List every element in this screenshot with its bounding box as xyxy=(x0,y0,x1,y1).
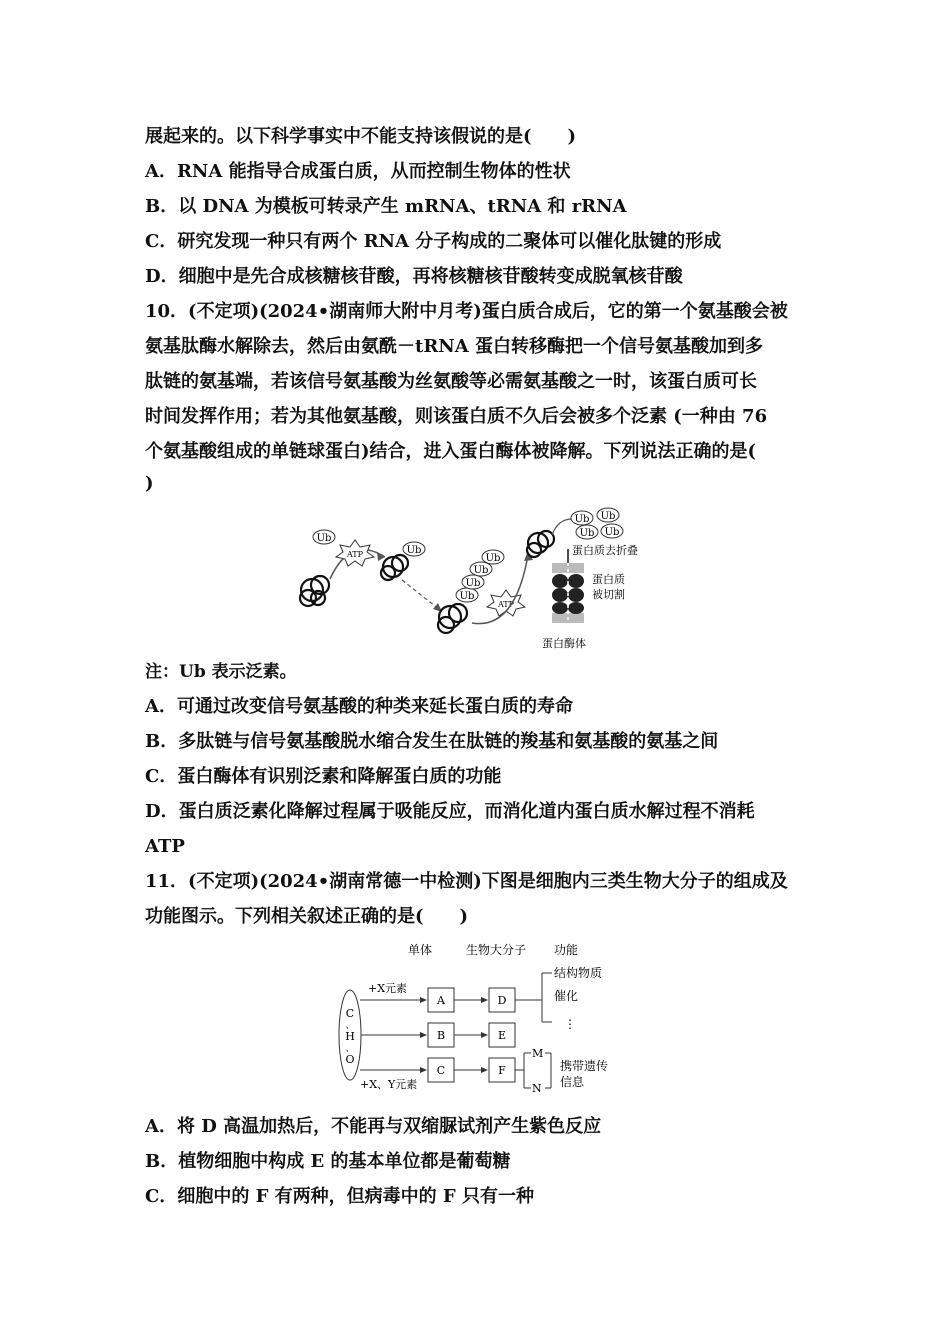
plus-xy-label: +X、Y元素 xyxy=(360,1078,418,1091)
svg-text:D: D xyxy=(497,994,507,1007)
q10-option-d-cont: ATP xyxy=(145,836,185,857)
svg-text:Ub: Ub xyxy=(574,514,590,525)
q11-option-b: B．植物细胞中构成 E 的基本单位都是葡萄糖 xyxy=(145,1151,511,1172)
svg-text:E: E xyxy=(497,1029,507,1042)
q10-option-d: D．蛋白质泛素化降解过程属于吸能反应，而消化道内蛋白质水解过程不消耗 xyxy=(145,801,755,822)
protein-coil xyxy=(527,531,554,557)
label-m: M xyxy=(532,1047,544,1060)
func-genetic-1: 携带遗传 xyxy=(560,1059,609,1073)
header-monomer: 单体 xyxy=(408,943,433,957)
label-n: N xyxy=(532,1082,542,1095)
q11-option-c: C．细胞中的 F 有两种，但病毒中的 F 只有一种 xyxy=(145,1186,534,1207)
svg-text:F: F xyxy=(498,1064,506,1077)
q10-option-c: C．蛋白酶体有识别泛素和降解蛋白质的功能 xyxy=(145,766,502,787)
q10-option-b: B．多肽链与信号氨基酸脱水缩合发生在肽链的羧基和氨基酸的氨基之间 xyxy=(145,731,719,752)
func-catalysis: 催化 xyxy=(554,989,579,1003)
q10-note: 注：Ub 表示泛素。 xyxy=(145,662,297,682)
label-cut-1: 蛋白质 xyxy=(592,573,625,586)
svg-text:ATP: ATP xyxy=(497,600,515,609)
label-proteasome: 蛋白酶体 xyxy=(542,637,586,650)
header-macromolecule: 生物大分子 xyxy=(466,943,527,957)
element-h: H xyxy=(345,1030,355,1043)
q10-stem-line: ) xyxy=(145,473,154,494)
element-c: C xyxy=(345,1007,355,1020)
ub-text: Ub xyxy=(316,533,332,544)
q10-stem-line: 10．(不定项)(2024•湖南师大附中月考)蛋白质合成后，它的第一个氨基酸会被 xyxy=(145,301,788,322)
q10-option-a: A．可通过改变信号氨基酸的种类来延长蛋白质的寿命 xyxy=(145,696,573,717)
svg-text:Ub: Ub xyxy=(473,565,489,576)
header-function: 功能 xyxy=(554,943,579,957)
q10-stem-line: 个氨基酸组成的单链球蛋白)结合，进入蛋白酶体被降解。下列说法正确的是( xyxy=(145,441,757,462)
svg-text:Ub: Ub xyxy=(485,553,501,564)
proteasome xyxy=(552,549,584,630)
q10-stem-line: 肽链的氨基端，若该信号氨基酸为丝氨酸等必需氨基酸之一时，该蛋白质可长 xyxy=(145,371,757,392)
q11-stem-line: 功能图示。下列相关叙述正确的是( ) xyxy=(145,906,469,927)
macromolecule-figure xyxy=(338,940,620,1096)
label-cut-2: 被切割 xyxy=(592,588,625,601)
protein-coil xyxy=(381,555,408,580)
func-more: ⋮ xyxy=(564,1017,576,1031)
ubiquitin-label xyxy=(403,542,425,556)
element-sep: 、 xyxy=(345,1021,355,1031)
svg-text:Ub: Ub xyxy=(600,511,616,522)
q11-stem-line: 11．(不定项)(2024•湖南常德一中检测)下图是细胞内三类生物大分子的组成及 xyxy=(145,871,788,892)
element-o: O xyxy=(345,1053,355,1066)
atp-text: ATP xyxy=(346,550,364,559)
ubiquitin-released xyxy=(571,508,623,539)
q9-option-d: D．细胞中是先合成核糖核苷酸，再将核糖核苷酸转变成脱氧核苷酸 xyxy=(145,266,683,287)
element-sep: 、 xyxy=(345,1044,355,1054)
q11-option-a: A．将 D 高温加热后，不能再与双缩脲试剂产生紫色反应 xyxy=(145,1116,602,1137)
protein-coil xyxy=(300,576,329,606)
func-genetic-2: 信息 xyxy=(560,1075,585,1089)
svg-text:Ub: Ub xyxy=(459,591,475,602)
ubiquitin-chain xyxy=(456,550,504,602)
ubiquitin-label xyxy=(313,530,335,544)
func-structure: 结构物质 xyxy=(554,966,603,980)
q9-stem-tail: 展起来的。以下科学事实中不能支持该假说的是( ) xyxy=(145,126,577,147)
plus-x-label: +X元素 xyxy=(368,982,408,995)
label-unfold: 蛋白质去折叠 xyxy=(572,544,638,557)
protein-coil xyxy=(438,604,467,633)
q9-option-a: A．RNA 能指导合成蛋白质，从而控制生物体的性状 xyxy=(145,161,571,182)
svg-text:B: B xyxy=(436,1029,446,1042)
q10-stem-line: 氨基肽酶水解除去，然后由氨酰－tRNA 蛋白转移酶把一个信号氨基酸加到多 xyxy=(145,336,763,357)
svg-text:A: A xyxy=(437,994,445,1007)
svg-text:Ub: Ub xyxy=(604,527,620,538)
svg-text:Ub: Ub xyxy=(465,578,481,589)
q10-stem-line: 时间发挥作用；若为其他氨基酸，则该蛋白质不久后会被多个泛素 (一种由 76 xyxy=(145,406,768,427)
atp-star xyxy=(336,540,374,566)
q9-option-c: C．研究发现一种只有两个 RNA 分子构成的二聚体可以催化肽键的形成 xyxy=(145,231,722,252)
svg-text:C: C xyxy=(436,1064,446,1077)
svg-text:Ub: Ub xyxy=(579,528,595,539)
svg-text:Ub: Ub xyxy=(406,545,422,556)
q9-option-b: B．以 DNA 为模板可转录产生 mRNA、tRNA 和 rRNA xyxy=(145,196,627,217)
ubiquitin-proteasome-figure xyxy=(290,505,660,653)
